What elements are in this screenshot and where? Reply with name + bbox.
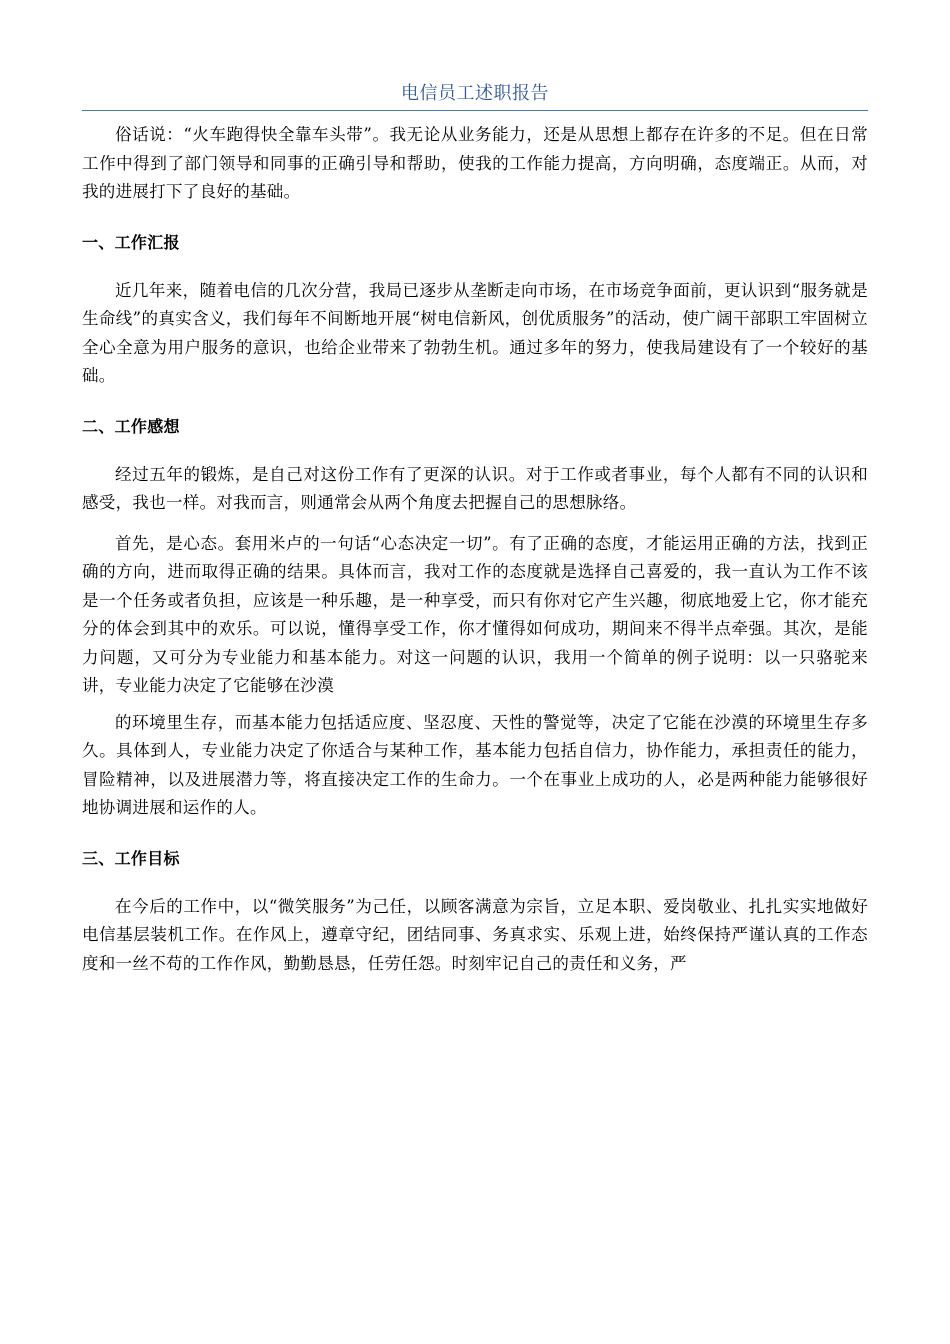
work-report-paragraph: 近几年来，随着电信的几次分营，我局已逐步从垄断走向市场，在市场竞争面前，更认识到“服务就是生命线”的真实含义，我们每年不间断地开展“树电信新风，创优质服务”的活动，使广阔干部职工牢固树立全心全意为用户服务的意识，也给企业带来了勃勃生机。通过多年的努力，使我局建设有了一个较好的基础。 (82, 280, 868, 385)
intro-paragraph: 俗话说：“火车跑得快全靠车头带”。我无论从业务能力，还是从思想上都存在许多的不足。但在日常工作中得到了部门领导和同事的正确引导和帮助，使我的工作能力提高，方向明确，态度端正。从而，对我的进展打下了良好的基础。 (82, 125, 868, 201)
document-body (82, 121, 868, 978)
work-thoughts-paragraph-3: 的环境里生存，而基本能力包括适应度、坚忍度、天性的警觉等，决定了它能在沙漠的环境里生存多久。具体到人，专业能力决定了你适合与某种工作，基本能力包括自信力，协作能力，承担责任的能力，冒险精神，以及进展潜力等，将直接决定工作的生命力。一个在事业上成功的人，必是两种能力能够很好地协调进展和运作的人。 (82, 712, 868, 817)
work-goals-paragraph: 在今后的工作中，以“微笑服务”为己任，以顾客满意为宗旨，立足本职、爱岗敬业、扎扎实实地做好电信基层装机工作。在作风上，遵章守纪，团结同事、务真求实、乐观上进，始终保持严谨认真的工作态度和一丝不苟的工作作风，勤勤恳恳，任劳任怨。时刻牢记自己的责任和义务，严 (82, 896, 868, 973)
work-thoughts-paragraph-2: 首先，是心态。套用米卢的一句话“心态决定一切”。有了正确的态度，才能运用正确的方法，找到正确的方向，进而取得正确的结果。具体而言，我对工作的态度就是选择自己喜爱的，我一直认为工作不该是一个任务或者负担，应该是一种乐趣，是一种享受，而只有你对它产生兴趣，彻底地爱上它，你才能充分的体会到其中的欢乐。可以说，懂得享受工作，你才懂得如何成功，期间来不得半点牵强。其次，是能力问题，又可分为专业能力和基本能力。对这一问题的认识，我用一个简单的例子说明：以一只骆驼来讲，专业能力决定了它能够在沙漠 (82, 533, 868, 695)
section-heading-work-thoughts: 二、工作感想 (82, 416, 180, 436)
document-title: 电信员工述职报告 (401, 83, 549, 104)
section-heading-work-report: 一、工作汇报 (82, 232, 180, 252)
document-page (82, 78, 868, 990)
work-thoughts-paragraph-1: 经过五年的锻炼，是自己对这份工作有了更深的认识。对于工作或者事业，每个人都有不同的认识和感受，我也一样。对我而言，则通常会从两个角度去把握自己的思想脉络。 (82, 464, 868, 512)
document-header (82, 78, 868, 111)
section-heading-work-goals: 三、工作目标 (82, 848, 180, 868)
